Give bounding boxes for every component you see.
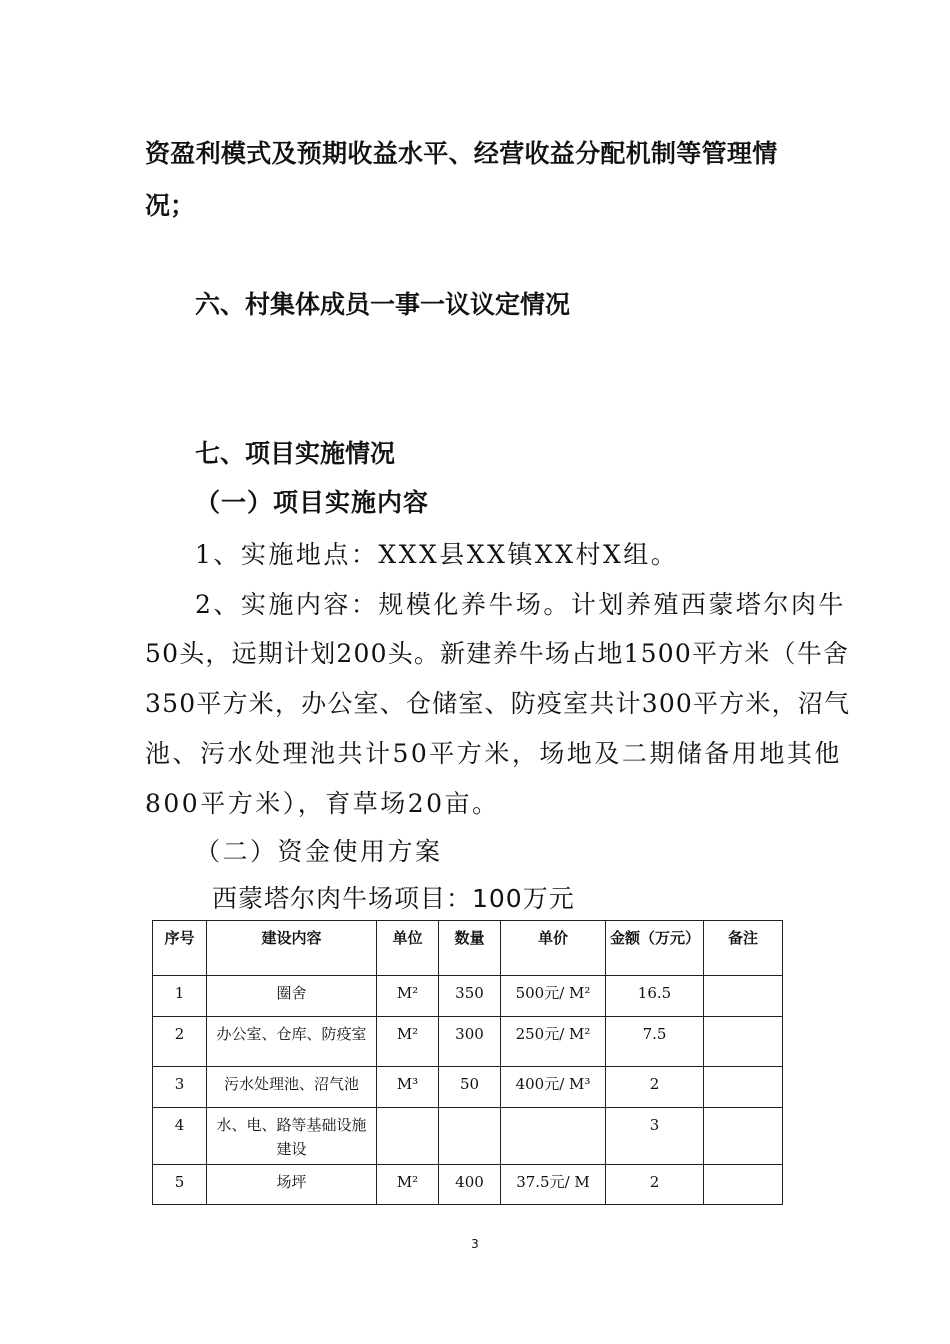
table-cell bbox=[501, 1108, 606, 1165]
table-cell: 300 bbox=[439, 1017, 501, 1067]
section-heading-6: 六、村集体成员一事一议议定情况 bbox=[195, 290, 571, 319]
subsection-heading-1: （一）项目实施内容 bbox=[195, 488, 430, 517]
table-cell: M² bbox=[377, 1165, 439, 1205]
table-cell: 500元/ M² bbox=[501, 976, 606, 1017]
header-cell: 建设内容 bbox=[207, 921, 377, 976]
table-cell: 2 bbox=[606, 1165, 704, 1205]
header-cell: 备注 bbox=[704, 921, 783, 976]
table-cell: 水、电、路等基础设施建设 bbox=[207, 1108, 377, 1165]
paragraph-line: 50头，远期计划200头。新建养牛场占地1500平方米（牛舍 bbox=[145, 639, 850, 668]
budget-table bbox=[152, 920, 783, 1205]
table-cell bbox=[704, 1165, 783, 1205]
header-cell: 数量 bbox=[439, 921, 501, 976]
table-row bbox=[153, 1108, 783, 1165]
table-cell: 办公室、仓库、防疫室 bbox=[207, 1017, 377, 1067]
table-cell: 50 bbox=[439, 1067, 501, 1108]
header-cell: 单价 bbox=[501, 921, 606, 976]
table-cell bbox=[439, 1108, 501, 1165]
table-cell: 污水处理池、沼气池 bbox=[207, 1067, 377, 1108]
page-number: 3 bbox=[471, 1237, 479, 1251]
table-cell bbox=[377, 1108, 439, 1165]
table-cell: 场坪 bbox=[207, 1165, 377, 1205]
table-cell: M² bbox=[377, 1017, 439, 1067]
table-cell bbox=[704, 1108, 783, 1165]
header-cell: 序号 bbox=[153, 921, 207, 976]
paragraph-line: 况； bbox=[145, 191, 196, 220]
table-cell: 3 bbox=[606, 1108, 704, 1165]
table-header-row bbox=[153, 921, 783, 976]
table-cell: M³ bbox=[377, 1067, 439, 1108]
table-cell: 2 bbox=[606, 1067, 704, 1108]
header-cell: 金额（万元） bbox=[606, 921, 704, 976]
table-cell bbox=[704, 1067, 783, 1108]
table-cell: 37.5元/ M bbox=[501, 1165, 606, 1205]
paragraph-line: 池、污水处理池共计50平方米，场地及二期储备用地其他 bbox=[145, 739, 842, 768]
table-cell bbox=[704, 976, 783, 1017]
section-heading-7: 七、项目实施情况 bbox=[195, 439, 396, 468]
paragraph-line: 800平方米），育草场20亩。 bbox=[145, 789, 500, 818]
table-cell: 2 bbox=[153, 1017, 207, 1067]
table-cell: 5 bbox=[153, 1165, 207, 1205]
paragraph-line: 350平方米，办公室、仓储室、防疫室共计300平方米，沼气 bbox=[145, 689, 851, 718]
table-cell: 350 bbox=[439, 976, 501, 1017]
table-cell: 4 bbox=[153, 1108, 207, 1165]
table-cell bbox=[704, 1017, 783, 1067]
table-cell: 7.5 bbox=[606, 1017, 704, 1067]
subsection-heading-2: （二）资金使用方案 bbox=[195, 837, 443, 866]
table-row bbox=[153, 976, 783, 1017]
header-cell: 单位 bbox=[377, 921, 439, 976]
table-cell: M² bbox=[377, 976, 439, 1017]
table-cell: 1 bbox=[153, 976, 207, 1017]
table-cell: 250元/ M² bbox=[501, 1017, 606, 1067]
table-row bbox=[153, 1017, 783, 1067]
table-title: 西蒙塔尔肉牛场项目：100万元 bbox=[212, 884, 575, 913]
implementation-location: 1、实施地点：XXX县XX镇XX村X组。 bbox=[195, 540, 679, 569]
table-cell: 400 bbox=[439, 1165, 501, 1205]
table-cell: 400元/ M³ bbox=[501, 1067, 606, 1108]
table-cell: 16.5 bbox=[606, 976, 704, 1017]
paragraph-line: 2、实施内容：规模化养牛场。计划养殖西蒙塔尔肉牛 bbox=[195, 590, 846, 619]
table-row bbox=[153, 1165, 783, 1205]
table-cell: 圈舍 bbox=[207, 976, 377, 1017]
table-cell: 3 bbox=[153, 1067, 207, 1108]
paragraph-line: 资盈利模式及预期收益水平、经营收益分配机制等管理情 bbox=[145, 139, 778, 168]
table-row bbox=[153, 1067, 783, 1108]
